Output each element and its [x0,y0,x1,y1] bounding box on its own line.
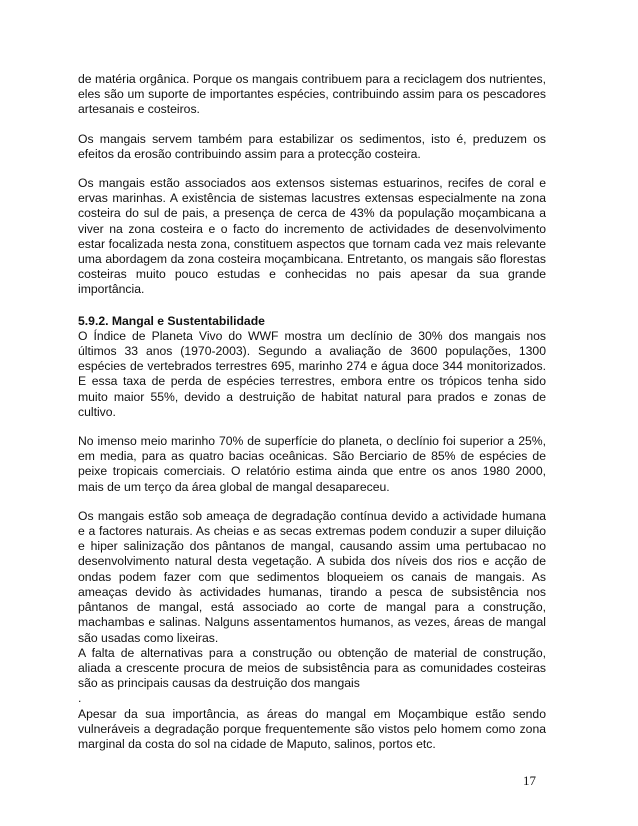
paragraph-marine-decline: No imenso meio marinho 70% de superfície do planeta, o declínio foi superior a 25%, em media, para as quatro bacias oceânicas. São Berciario de 85% de espécies de peixe tropicais comerciais. O relatório estima ainda que entre os anos 1980 2000, mais de um terço da área global de mangal desapareceu. [78,434,546,494]
paragraph-estuarine-systems: Os mangais estão associados aos extensos sistemas estuarinos, recifes de coral e ervas marinhas. A existência de sistemas lacustres extensas especialmente na zona costeira do sul de pais, a presença de cerca de 43% da população moçambicana a viver na zona costeira e o facto do incremento de actividades de desenvolvimento estar focalizada nesta zona, constituem aspectos que tornam cada vez mais relevante uma abordagem da zona costeira moçambicana. Entretanto, os mangais são florestas costeiras muito pouco estudas e conhecidas no pais apesar da sua grande importância. [78,176,546,297]
page-number: 17 [523,773,536,788]
paragraph-vulnerability: Apesar da sua importância, as áreas do mangal em Moçambique estão sendo vulneráveis a degradação porque frequentemente são vistos pelo homem como zona marginal da costa do sol na cidade de Maputo, salinos, portos etc. [78,706,546,751]
stray-period: . [78,691,82,706]
section-heading: 5.9.2. Mangal e Sustentabilidade [78,313,265,328]
document-page [78,72,546,752]
paragraph-sediment-stabilization: Os mangais servem também para estabilizar os sedimentos, isto é, preduzem os efeitos da erosão contribuindo assim para a protecção costeira. [78,131,546,161]
paragraph-organic-matter: de matéria orgânica. Porque os mangais contribuem para a reciclagem dos nutrientes, eles são um suporte de importantes espécies, contribuindo assim para os pescadores artesanais e costeiros. [78,72,546,117]
paragraph-lack-of-alternatives: A falta de alternativas para a construção ou obtenção de material de construção, aliada a crescente procura de meios de subsistência para as comunidades costeiras são as principais causas da destruição dos mangais [78,645,546,691]
paragraph-living-planet-index: O Índice de Planeta Vivo do WWF mostra um declínio de 30% dos mangais nos últimos 33 anos (1970-2003). Segundo a avaliação de 3600 populações, 1300 espécies de vertebrados terrestres 695, marinho 274 e água doce 344 monitorizados. E essa taxa de perda de espécies terrestres, embora entre os trópicos tenha sido muito maior 55%, devido a destruição de habitat natural para prados e zonas de cultivo. [78,328,546,419]
paragraph-degradation-threats: Os mangais estão sob ameaça de degradação contínua devido a actividade humana e a factores naturais. As cheias e as secas extremas podem conduzir a super diluição e hiper salinização dos pântanos de mangal, causando assim uma pertubacao no desenvolvimento natural desta vegetação. A subida dos níveis dos rios e acção de ondas podem fazer com que sedimentos bloqueiem os canais de mangais. As ameaças devido às actividades humanas, tirando a pesca de subsistência nos pântanos de mangal, está associado ao corte de mangal para a construção, machambas e salinas. Nalguns assentamentos humanos, as vezes, áreas de mangal são usadas como lixeiras. [78,508,546,645]
